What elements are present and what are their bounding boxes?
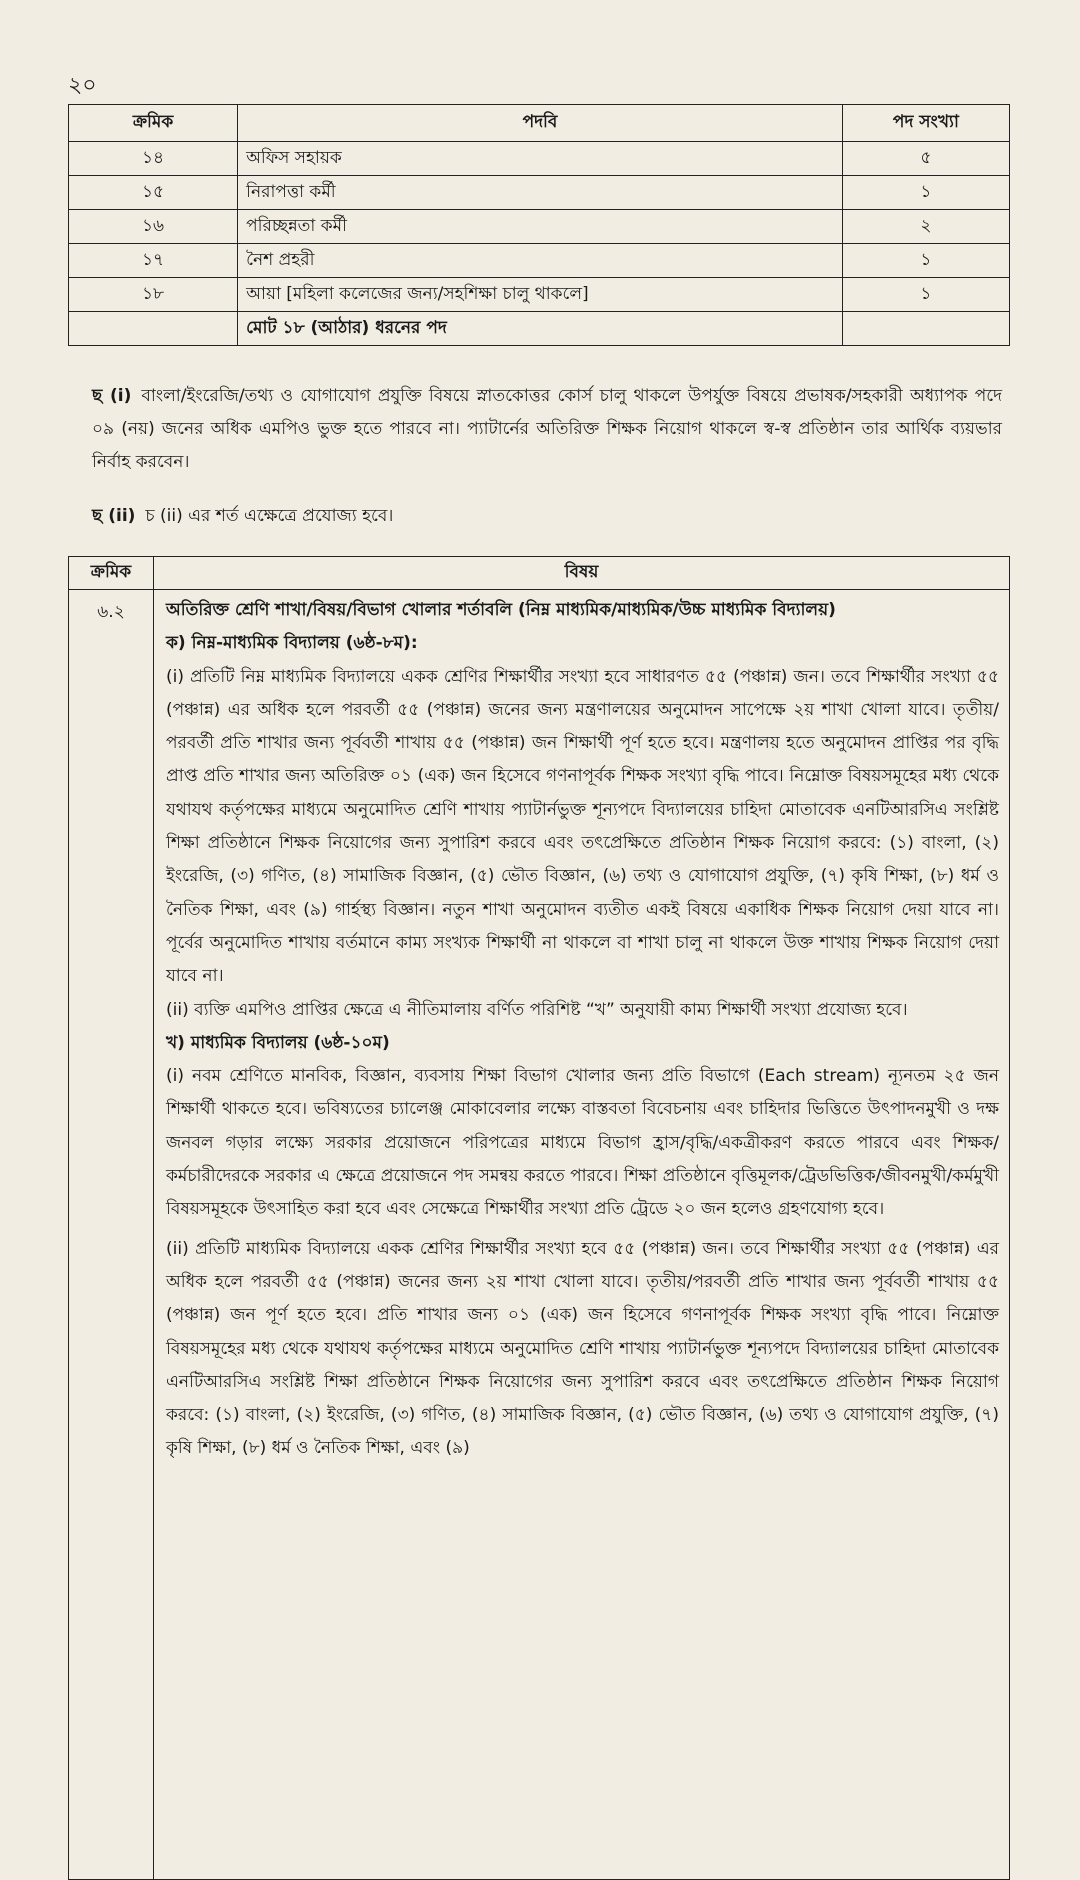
table-row bbox=[69, 244, 1010, 278]
row-count: ২ bbox=[842, 210, 1009, 244]
clause-a-i: (i) প্রতিটি নিম্ন মাধ্যমিক বিদ্যালয়ে একক শ্রেণির শিক্ষার্থীর সংখ্যা হবে সাধারণত ৫৫ (পঞ্চান্ন) জন। তবে শিক্ষার্থীর সংখ্যা ৫৫ (পঞ্চান্ন) এর অধিক হলে পরবর্তী ৫৫ (পঞ্চান্ন) জনের জন্য মন্ত্রণালয়ের অনুমোদন সাপেক্ষে ২য় শাখা খোলা যাবে। তৃতীয়/পরবর্তী প্রতি শাখার জন্য পূর্ববর্তী শাখায় ৫৫ (পঞ্চান্ন) জন শিক্ষার্থী পূর্ণ হতে হবে। মন্ত্রণালয় হতে অনুমোদন প্রাপ্তির পর বৃদ্ধি প্রাপ্ত প্রতি শাখার জন্য অতিরিক্ত ০১ (এক) জন হিসেবে গণনাপূর্বক শিক্ষক সংখ্যা বৃদ্ধি পাবে। নিম্নোক্ত বিষয়সমূহের মধ্য থেকে যথাযথ কর্তৃপক্ষের মাধ্যমে অনুমোদিত শ্রেণি শাখায় প্যাটার্নভুক্ত শূন্যপদে বিদ্যালয়ের চাহিদা মোতাবেক এনটিআরসিএ সংশ্লিষ্ট শিক্ষা প্রতিষ্ঠানে শিক্ষক নিয়োগের জন্য সুপারিশ করবে এবং তৎপ্রেক্ষিতে প্রতিষ্ঠান শিক্ষক নিয়োগ করবে: (১) বাংলা, (২) ইংরেজি, (৩) গণিত, (৪) সামাজিক বিজ্ঞান, (৫) ভৌত বিজ্ঞান, (৬) তথ্য ও যোগাযোগ প্রযুক্তি, (৭) কৃষি শিক্ষা, (৮) ধর্ম ও নৈতিক শিক্ষা, এবং (৯) গার্হস্থ্য বিজ্ঞান। নতুন শাখা অনুমোদন ব্যতীত একই বিষয়ে একাধিক শিক্ষক নিয়োগ দেয়া যাবে না। পূর্বের অনুমোদিত শাখায় বর্তমানে কাম্য সংখ্যক শিক্ষার্থী না থাকলে বা শাখা চালু না থাকলে উক্ত শাখায় শিক্ষক নিয়োগ দেয়া যাবে না। bbox=[166, 666, 999, 987]
table-row bbox=[69, 210, 1010, 244]
row-body bbox=[154, 590, 1010, 1880]
clause-text: বাংলা/ইংরেজি/তথ্য ও যোগাযোগ প্রযুক্তি বিষয়ে স্নাতকোত্তর কোর্স চালু থাকলে উপর্যুক্ত বিষয়ে প্রভাষক/সহকারী অধ্যাপক পদে ০৯ (নয়) জনের অধিক এমপিও ভুক্ত হতে পারবে না। প্যাটার্নের অতিরিক্ত শিক্ষক নিয়োগ থাকলে স্ব-স্ব প্রতিষ্ঠান তার আর্থিক ব্যয়ভার নির্বাহ করবেন। bbox=[92, 386, 1003, 472]
conditions-table-header bbox=[69, 557, 1010, 590]
clause-a-ii: (ii) ব্যক্তি এমপিও প্রাপ্তির ক্ষেত্রে এ নীতিমালায় বর্ণিত পরিশিষ্ট “খ” অনুযায়ী কাম্য শিক্ষার্থী সংখ্যা প্রযোজ্য হবে। bbox=[166, 999, 908, 1020]
header-count: পদ সংখ্যা bbox=[842, 105, 1009, 142]
row-title: নৈশ প্রহরী bbox=[238, 244, 843, 278]
clause-label: ছ (ii) bbox=[92, 506, 136, 526]
header-subject: বিষয় bbox=[154, 557, 1010, 590]
row-title: পরিচ্ছন্নতা কর্মী bbox=[238, 210, 843, 244]
row-serial: ১৪ bbox=[69, 142, 238, 176]
header-serial: ক্রমিক bbox=[69, 105, 238, 142]
row-title: নিরাপত্তা কর্মী bbox=[238, 176, 843, 210]
posts-table-header bbox=[69, 105, 1010, 142]
row-serial: ১৭ bbox=[69, 244, 238, 278]
clause-b-ii: (ii) প্রতিটি মাধ্যমিক বিদ্যালয়ে একক শ্রেণির শিক্ষার্থীর সংখ্যা হবে ৫৫ (পঞ্চান্ন) জন। তবে শিক্ষার্থীর সংখ্যা ৫৫ (পঞ্চান্ন) এর অধিক হলে পরবর্তী ৫৫ (পঞ্চান্ন) জনের জন্য ২য় শাখা খোলা যাবে। তৃতীয়/পরবর্তী প্রতি শাখার জন্য পূর্ববর্তী শাখায় ৫৫ (পঞ্চান্ন) জন পূর্ণ হতে হবে। প্রতি শাখার জন্য ০১ (এক) জন হিসেবে গণনাপূর্বক শিক্ষক সংখ্যা বৃদ্ধি পাবে। নিম্নোক্ত বিষয়সমূহের মধ্য থেকে যথাযথ কর্তৃপক্ষের মাধ্যমে অনুমোদিত শ্রেণি শাখায় প্যাটার্নভুক্ত শূন্যপদে বিদ্যালয়ের চাহিদা মোতাবেক এনটিআরসিএ সংশ্লিষ্ট শিক্ষা প্রতিষ্ঠানে শিক্ষক নিয়োগের জন্য সুপারিশ করবে এবং তৎপ্রেক্ষিতে প্রতিষ্ঠান শিক্ষক নিয়োগ করবে: (১) বাংলা, (২) ইংরেজি, (৩) গণিত, (৪) সামাজিক বিজ্ঞান, (৫) ভৌত বিজ্ঞান, (৬) তথ্য ও যোগাযোগ প্রযুক্তি, (৭) কৃষি শিক্ষা, (৮) ধর্ম ও নৈতিক শিক্ষা, এবং (৯) bbox=[166, 1238, 999, 1459]
subsection-lower-secondary: ক) নিম্ন-মাধ্যমিক বিদ্যালয় (৬ষ্ঠ-৮ম): bbox=[166, 633, 418, 654]
row-count: ১ bbox=[842, 176, 1009, 210]
row-count: ১ bbox=[842, 244, 1009, 278]
row-serial: ১৬ bbox=[69, 210, 238, 244]
total-row bbox=[69, 312, 1010, 346]
total-empty-cell bbox=[69, 312, 238, 346]
header-serial: ক্রমিক bbox=[69, 557, 154, 590]
row-count: ১ bbox=[842, 278, 1009, 312]
row-serial: ১৮ bbox=[69, 278, 238, 312]
header-title: পদবি bbox=[238, 105, 843, 142]
row-count: ৫ bbox=[842, 142, 1009, 176]
row-serial: ৬.২ bbox=[97, 602, 125, 622]
row-title: অফিস সহায়ক bbox=[238, 142, 843, 176]
section-title: অতিরিক্ত শ্রেণি শাখা/বিষয়/বিভাগ খোলার শর্তাবলি (নিম্ন মাধ্যমিক/মাধ্যমিক/উচ্চ মাধ্যমিক বিদ্যালয়) bbox=[166, 600, 836, 620]
table-row bbox=[69, 176, 1010, 210]
clause-b-i: (i) নবম শ্রেণিতে মানবিক, বিজ্ঞান, ব্যবসায় শিক্ষা বিভাগ খোলার জন্য প্রতি বিভাগে (Each stream) ন্যূনতম ২৫ জন শিক্ষার্থী থাকতে হবে। ভবিষ্যতের চ্যালেঞ্জ মোকাবেলার লক্ষ্যে বাস্তবতা বিবেচনায় এবং চাহিদার ভিত্তিতে উৎপাদনমুখী ও দক্ষ জনবল গড়ার লক্ষ্যে সরকার প্রয়োজনে পরিপত্রের মাধ্যমে বিভাগ হ্রাস/বৃদ্ধি/একত্রীকরণ করতে পারবে এবং শিক্ষক/কর্মচারীদেরকে সরকার এ ক্ষেত্রে প্রয়োজনে পদ সমন্বয় করতে পারবে। শিক্ষা প্রতিষ্ঠানে বৃত্তিমূলক/ট্রেডভিত্তিক/জীবনমুখী/কর্মমুখী বিষয়সমূহকে উৎসাহিত করা হবে এবং সেক্ষেত্রে শিক্ষার্থীর সংখ্যা প্রতি ট্রেডে ২০ জন হলেও গ্রহণযোগ্য হবে। bbox=[166, 1066, 999, 1220]
total-empty-cell bbox=[842, 312, 1009, 346]
posts-table bbox=[68, 104, 1010, 346]
row-serial-cell bbox=[69, 590, 154, 1880]
conditions-table bbox=[68, 556, 1010, 1880]
clause-cha-i bbox=[92, 380, 1002, 479]
clause-cha-ii bbox=[92, 500, 1002, 533]
clause-text: চ (ii) এর শর্ত এক্ষেত্রে প্রযোজ্য হবে। bbox=[145, 506, 394, 526]
clause-label: ছ (i) bbox=[92, 386, 132, 406]
row-serial: ১৫ bbox=[69, 176, 238, 210]
row-title: আয়া [মহিলা কলেজের জন্য/সহশিক্ষা চালু থাকলে] bbox=[238, 278, 843, 312]
table-row bbox=[69, 142, 1010, 176]
table-row bbox=[69, 590, 1010, 1880]
total-label: মোট ১৮ (আঠার) ধরনের পদ bbox=[238, 312, 843, 346]
page-number: ২০ bbox=[68, 73, 97, 98]
subsection-secondary: খ) মাধ্যমিক বিদ্যালয় (৬ষ্ঠ-১০ম) bbox=[166, 1032, 390, 1053]
table-row bbox=[69, 278, 1010, 312]
